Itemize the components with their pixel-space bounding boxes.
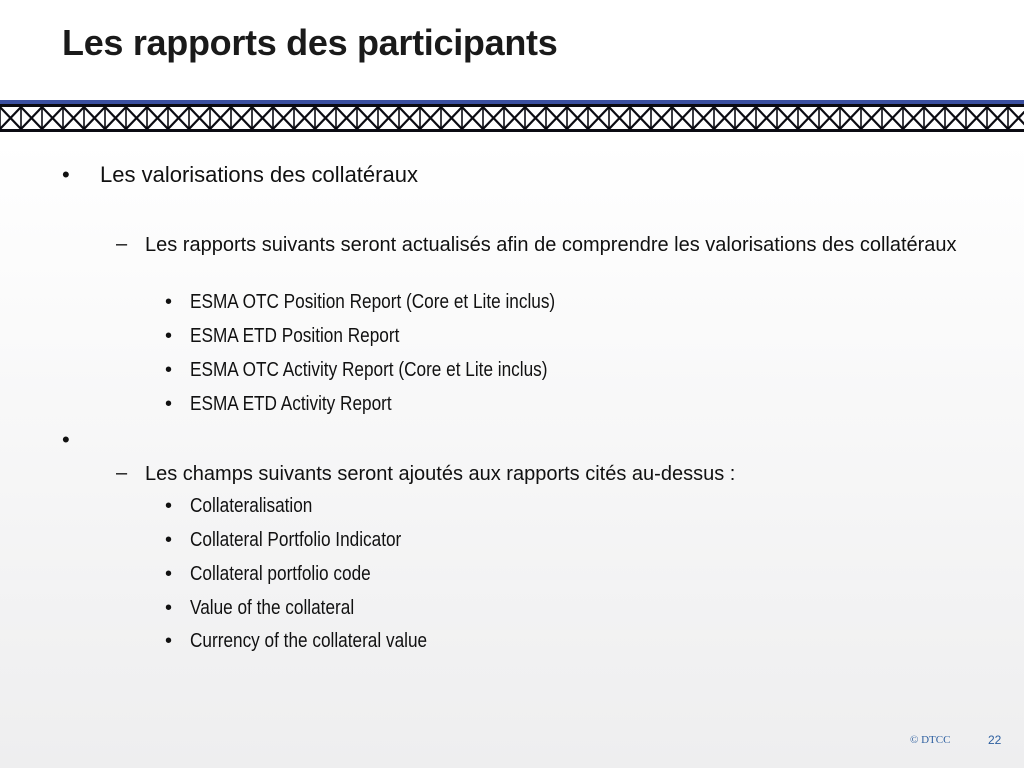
bullet-marker: • [62,162,70,187]
field-item: Collateral Portfolio Indicator [190,529,402,551]
sub-bullet-marker: • [165,325,173,347]
footer-copyright: © DTCC [910,734,951,746]
dash-marker: – [116,462,128,484]
field-item: Value of the collateral [190,597,355,619]
report-item: ESMA ETD Activity Report [190,393,392,415]
sub-bullet-marker: • [165,597,173,619]
report-item: ESMA OTC Position Report (Core et Lite inclus) [190,291,556,313]
section2-sub: Les champs suivants seront ajoutés aux rapports cités au-dessus : [145,463,736,485]
bullet-marker: • [62,427,70,452]
sub-bullet-marker: • [165,495,173,517]
report-item: ESMA ETD Position Report [190,325,400,347]
field-item: Collateral portfolio code [190,563,371,585]
section1-heading: Les valorisations des collatéraux [100,162,418,187]
sub-bullet-marker: • [165,359,173,381]
sub-bullet-marker: • [165,630,173,652]
sub-bullet-marker: • [165,529,173,551]
field-item: Currency of the collateral value [190,630,428,652]
dash-marker: – [116,233,128,255]
page-number: 22 [988,733,1002,747]
sub-bullet-marker: • [165,393,173,415]
section1-sub: Les rapports suivants seront actualisés afin de comprendre les valorisations des collatéraux [145,234,957,256]
slide-title: Les rapports des participants [62,22,558,63]
sub-bullet-marker: • [165,563,173,585]
field-item: Collateralisation [190,495,313,517]
sub-bullet-marker: • [165,291,173,313]
report-item: ESMA OTC Activity Report (Core et Lite inclus) [190,359,548,381]
